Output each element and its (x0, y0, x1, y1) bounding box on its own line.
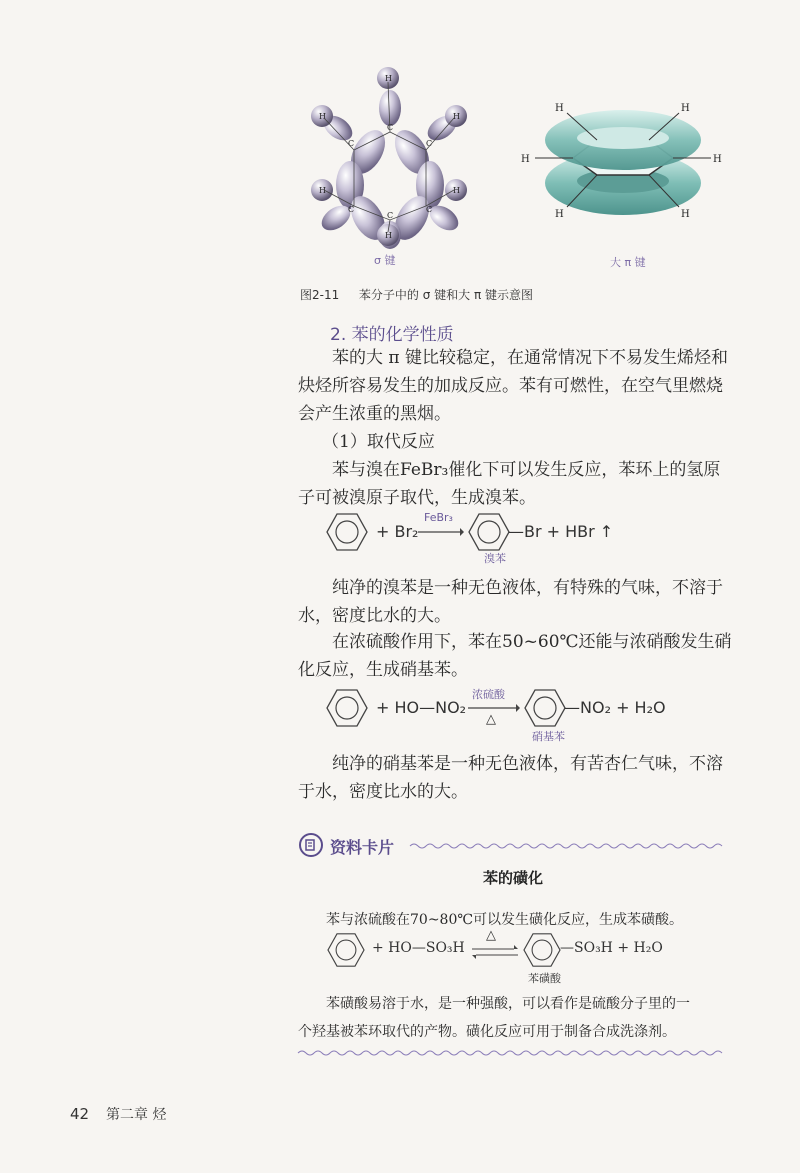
sulfonation-product-label: 苯磺酸 (528, 972, 561, 985)
eq1-catalyst: FeBr₃ (424, 511, 453, 524)
sigma-bond-figure (300, 60, 480, 250)
benzene-ring-icon (326, 512, 368, 552)
svg-text:C: C (348, 139, 355, 148)
benzene-ring-icon (326, 932, 366, 968)
card-line-1: 苯磺酸易溶于水，是一种强酸，可以看作是硫酸分子里的一 (326, 996, 690, 1012)
para3-line-1: 在浓硫酸作用下，苯在50~60℃还能与浓硝酸发生硝 (332, 632, 732, 652)
intro-line-1: 苯的大 π 键比较稳定，在通常情况下不易发生烯烃和 (332, 348, 728, 368)
eq2-reactant: + HO—NO₂ (376, 698, 467, 717)
para4-line-2: 于水，密度比水的大。 (298, 782, 468, 802)
pi-bond-diagram (515, 95, 730, 230)
svg-text:H: H (385, 74, 392, 83)
para4-line-1: 纯净的硝基苯是一种无色液体，有苦杏仁气味，不溶 (332, 754, 723, 774)
page-number: 42 (70, 1105, 90, 1123)
para2-line-2: 水，密度比水的大。 (298, 606, 451, 626)
info-card-icon (298, 832, 324, 858)
figure-caption-text: 苯分子中的 σ 键和大 π 键示意图 (358, 288, 533, 302)
info-card-subtitle: 苯的磺化 (482, 869, 543, 887)
svg-text:H: H (555, 103, 564, 114)
wavy-divider-bottom (298, 1048, 728, 1058)
svg-text:H: H (713, 154, 722, 165)
nitration-paragraph (298, 628, 738, 684)
info-card-body (298, 990, 738, 1046)
section-title: 2. 苯的化学性质 (330, 325, 454, 345)
figure-number: 图2-11 (300, 288, 340, 302)
benzene-ring-icon (468, 512, 510, 552)
sub-line-2: 子可被溴原子取代，生成溴苯。 (298, 488, 536, 508)
sulfonation-equation (326, 928, 666, 985)
sigma-bond-diagram (300, 60, 480, 250)
reaction-arrow-icon (418, 527, 464, 537)
info-card-title: 资料卡片 (330, 838, 395, 857)
card-line-2: 个羟基被苯环取代的产物。磺化反应可用于制备合成洗涤剂。 (298, 1024, 676, 1040)
benzene-ring-icon (522, 932, 562, 968)
nitrobenzene-paragraph (298, 750, 738, 806)
eq2-condition-top: 浓硫酸 (472, 688, 505, 701)
eq2-product: —NO₂ + H₂O (564, 698, 666, 717)
svg-text:C: C (348, 205, 355, 214)
eq1-reactant: + Br₂ (376, 522, 419, 541)
info-card-header (298, 832, 728, 858)
svg-text:C: C (387, 123, 394, 132)
eq2-condition-bottom: △ (486, 712, 496, 727)
bromobenzene-paragraph (298, 574, 738, 630)
benzene-ring-icon (326, 688, 368, 728)
substitution-paragraph (298, 456, 738, 512)
svg-text:H: H (521, 154, 530, 165)
pi-bond-figure (515, 95, 730, 230)
eq2-product-label: 硝基苯 (532, 730, 565, 743)
intro-paragraph (298, 344, 738, 428)
page-footer (70, 1104, 166, 1124)
subsection-title: （1）取代反应 (322, 432, 435, 452)
svg-text:C: C (426, 139, 433, 148)
benzene-ring-icon (524, 688, 566, 728)
intro-line-3: 会产生浓重的黑烟。 (298, 404, 451, 424)
info-card-line-1: 苯与浓硫酸在70~80℃可以发生磺化反应，生成苯磺酸。 (326, 912, 684, 928)
sulfonation-product: —SO₃H + H₂O (560, 940, 663, 956)
bromination-equation (326, 511, 626, 565)
reversible-arrow-icon (472, 945, 518, 959)
eq1-product-label: 溴苯 (484, 552, 506, 565)
svg-text:H: H (681, 103, 690, 114)
para2-line-1: 纯净的溴苯是一种无色液体，有特殊的气味，不溶于 (332, 578, 723, 598)
svg-text:C: C (387, 211, 394, 220)
pi-bond-label: 大 π 键 (610, 256, 646, 269)
eq1-product: —Br + HBr ↑ (508, 522, 614, 541)
svg-text:H: H (453, 186, 460, 195)
svg-text:C: C (426, 205, 433, 214)
sigma-bond-label: σ 键 (374, 254, 396, 267)
nitration-equation (326, 688, 666, 742)
sulfonation-reactant: + HO—SO₃H (372, 940, 465, 956)
svg-text:H: H (385, 231, 392, 240)
svg-text:H: H (681, 209, 690, 220)
sub-line-1: 苯与溴在FeBr₃催化下可以发生反应，苯环上的氢原 (332, 460, 721, 480)
intro-line-2: 炔烃所容易发生的加成反应。苯有可燃性，在空气里燃烧 (298, 376, 723, 396)
figure-caption (300, 286, 533, 303)
svg-text:H: H (555, 209, 564, 220)
svg-text:H: H (319, 112, 326, 121)
svg-text:H: H (453, 112, 460, 121)
para3-line-2: 化反应，生成硝基苯。 (298, 660, 468, 680)
chapter-title: 第二章 烃 (106, 1107, 167, 1123)
svg-text:H: H (319, 186, 326, 195)
sulfonation-condition: △ (486, 928, 496, 943)
wavy-divider (410, 841, 728, 851)
